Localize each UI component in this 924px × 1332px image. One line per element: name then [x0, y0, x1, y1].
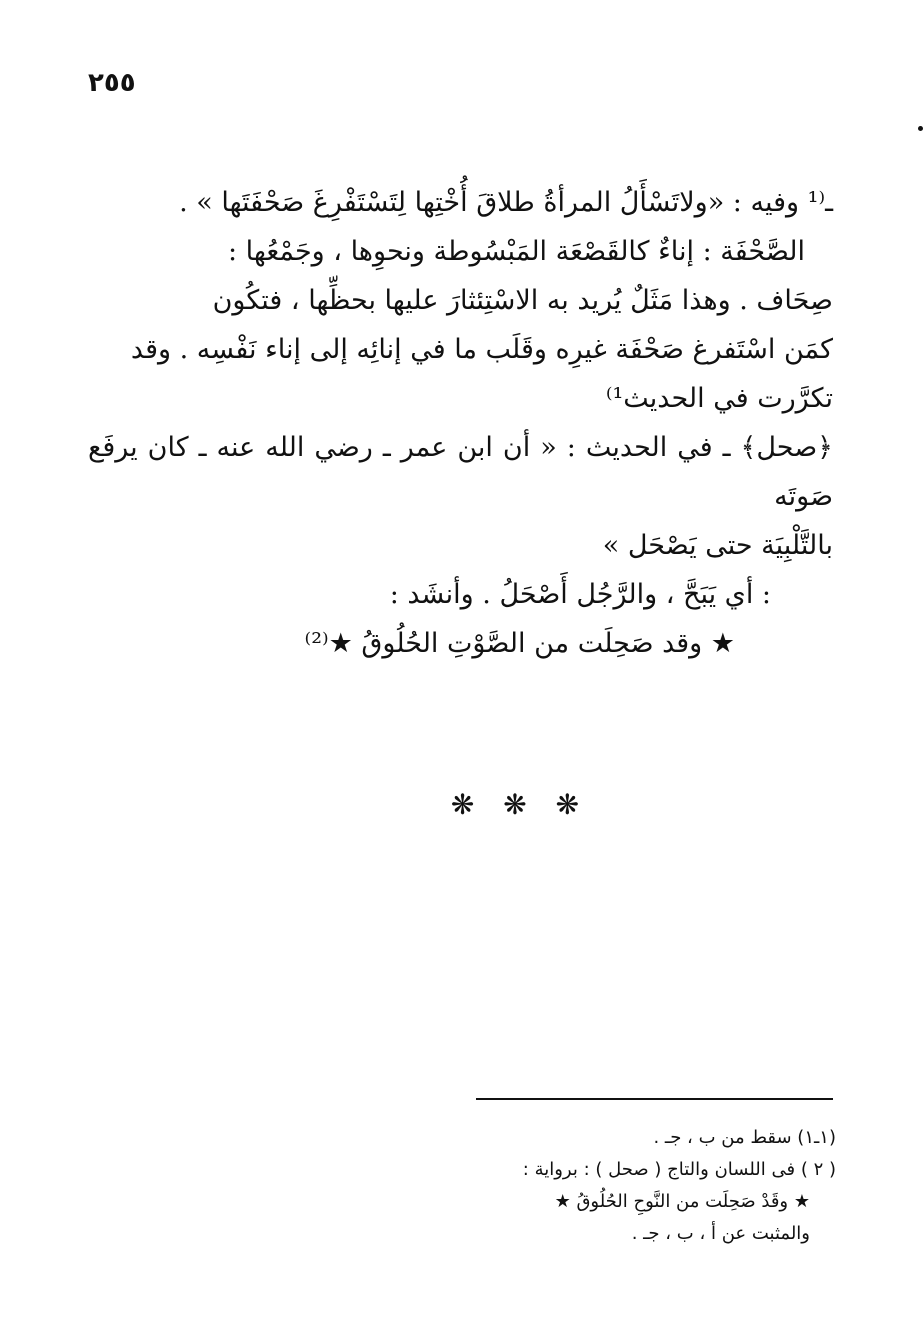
- section-separator: ❋ ❋ ❋: [450, 788, 590, 821]
- text-line: بالتَّلْبِيَة حتى يَصْحَل »: [602, 530, 833, 561]
- footnote-divider: [476, 1098, 833, 1100]
- text-line: الصَّحْفَة : إناءٌ كالقَصْعَة المَبْسُوطة ونحوِها ، وجَمْعُها :: [227, 236, 805, 267]
- footnote-line: (١ـ١) سقط من ب ، جـ .: [653, 1127, 836, 1148]
- footnote-line: ( ٢ ) فى اللسان والتاج ( صحل ) : برواية :: [522, 1159, 836, 1180]
- text-line: كمَن اسْتَفرغ صَحْفَة غيرِه وقَلَب ما في إنائِه إلى إناء نَفْسِه . وقد: [130, 334, 833, 365]
- page-number: ٢٥٥: [88, 68, 136, 98]
- text-line: : أي يَبَحَّ ، والرَّجُل أَصْحَلُ . وأنشَد :: [389, 579, 771, 610]
- entry-heading-line: ﴿صحل﴾ ـ في الحديث : « أن ابن عمر ـ رضي الله عنه ـ كان يرفَع صَوتَه: [88, 432, 833, 512]
- text-line: ـ⁽¹ وفيه : «ولاتَسْأَلُ المرأةُ طلاقَ أُخْتِها لِتَسْتَفْرِغَ صَحْفَتَها » .: [179, 187, 833, 218]
- text-line: تكرَّرت في الحديث¹⁾: [605, 383, 833, 414]
- margin-mark: [918, 126, 923, 131]
- main-text: [88, 178, 833, 668]
- footnotes: [356, 1122, 836, 1250]
- verse-line: ★ وقد صَحِلَت من الصَّوْتِ الحُلُوقُ ★⁽²⁾: [304, 628, 735, 659]
- footnote-line: والمثبت عن أ ، ب ، جـ .: [631, 1223, 810, 1244]
- footnote-line: ★ وقَدْ صَحِلَت من النَّوحِ الحُلُوقُ ★: [554, 1191, 810, 1212]
- text-line: صِحَاف . وهذا مَثَلٌ يُريد به الاسْتِئثارَ عليها بحظِّها ، فتكُون: [212, 285, 833, 316]
